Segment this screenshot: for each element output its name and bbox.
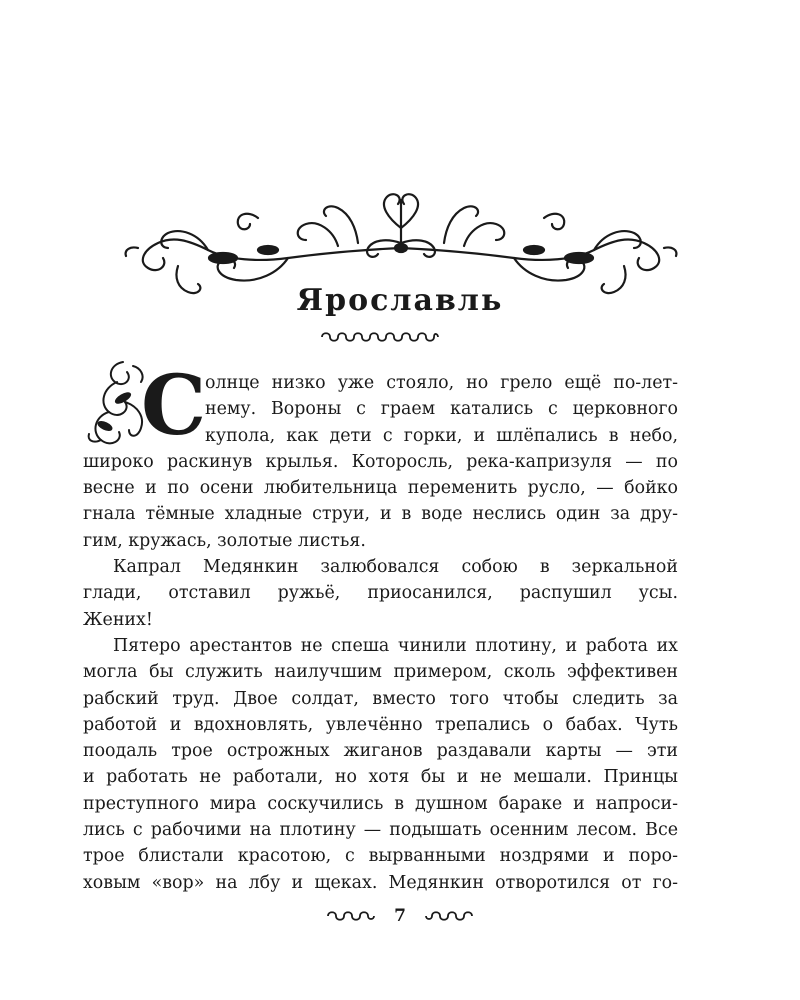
text-line: трое блистали красотою, с вырванными ноздрями и поро- <box>83 846 678 867</box>
text-line: работой и вдохновлять, увлечённо трепались о бабах. Чуть <box>83 714 678 735</box>
text-line: олнце низко уже стояло, но грело ещё по-лет- <box>205 373 678 393</box>
text-line: глади, отставил ружьё, приосанился, распушил усы. <box>83 583 678 604</box>
text-line: лись с рабочими на плотину — подышать осенним лесом. Все <box>83 820 678 841</box>
text-line: поодаль трое острожных жиганов раздавали карты — эти <box>83 741 678 762</box>
text-line: могла бы служить наилучшим примером, сколь эффективен <box>83 662 678 683</box>
title-underline-ornament <box>318 330 442 344</box>
text-line: Жених! <box>83 609 153 630</box>
text-line: и работать не работали, но хотя бы и не мешали. Принцы <box>83 767 678 788</box>
text-line: весне и по осени любительница переменить русло, — бойко <box>83 478 678 499</box>
text-line: рабский труд. Двое солдат, вместо того чтобы следить за <box>83 688 678 709</box>
text-line: преступного мира соскучились в душном бараке и напроси- <box>83 793 678 814</box>
page-footer <box>0 904 800 928</box>
flourish-right-branch <box>401 206 676 293</box>
text-line: Капрал Медянкин залюбовался собою в зеркальной <box>113 557 678 578</box>
flourish-center-crown <box>367 194 435 257</box>
text-line: нему. Вороны с граем катались с церковного <box>205 399 678 420</box>
chapter-title: Ярославль <box>296 283 504 318</box>
text-line: гим, кружась, золотые листья. <box>83 530 366 551</box>
body-text <box>83 358 678 896</box>
text-line: Пятеро арестантов не спеша чинили плотину, и работа их <box>113 635 678 656</box>
page-number: 7 <box>394 906 406 926</box>
text-line: гнала тёмные хладные струи, и в воде неслись один за дру- <box>83 504 678 525</box>
drop-cap <box>83 358 207 454</box>
drop-cap-letter: С <box>141 358 207 454</box>
flourish-left-branch <box>126 206 401 293</box>
page-number-right-ornament <box>424 910 474 922</box>
text-line: купола, как дети с горки, и шлёпались в небо, <box>205 425 678 446</box>
text-line: широко раскинув крылья. Которосль, река-капризуля — по <box>83 451 678 472</box>
text-line: ховым «вор» на лбу и щеках. Медянкин отворотился от го- <box>83 872 678 893</box>
